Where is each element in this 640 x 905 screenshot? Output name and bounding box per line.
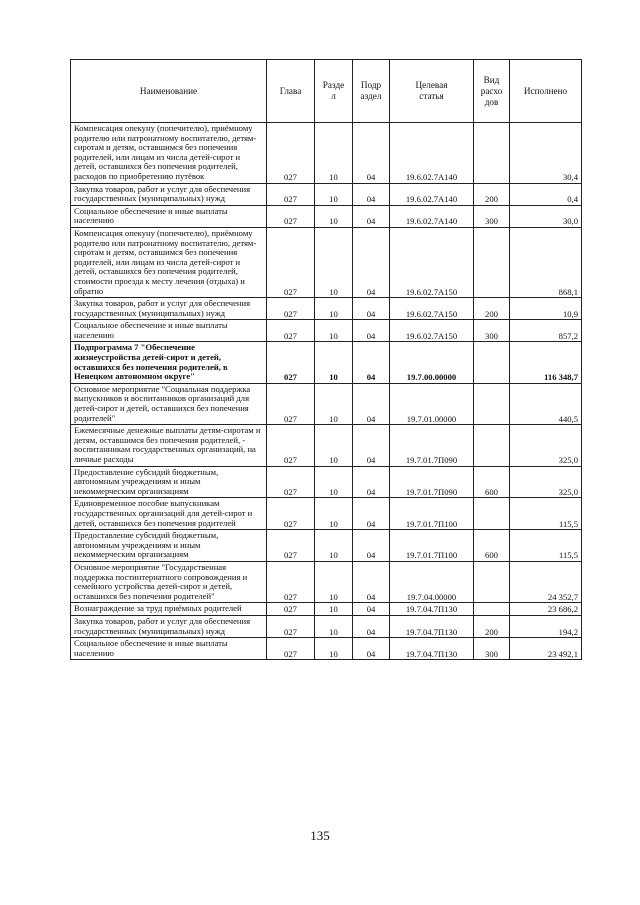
cell-name: Подпрограмма 7 "Обеспечение жизнеустройства детей-сирот и детей, оставшихся без попечения родителей, в Ненецком автономном округе" xyxy=(71,342,267,383)
cell-executed: 325,0 xyxy=(510,425,582,466)
cell-razdel: 10 xyxy=(315,183,353,205)
cell-vid: 600 xyxy=(474,466,510,498)
cell-razdel: 10 xyxy=(315,466,353,498)
cell-target: 19.6.02.7А140 xyxy=(390,205,474,227)
table-header-row xyxy=(71,60,582,123)
table-body xyxy=(71,123,582,660)
cell-name: Основное мероприятие "Социальная поддержка выпускников и воспитанников организаций для детей-сирот и детей, оставшихся без попечения родителей" xyxy=(71,383,267,424)
header-target xyxy=(390,60,474,123)
cell-vid: 200 xyxy=(474,615,510,637)
cell-name: Основное мероприятие "Государственная поддержка постинтернатного сопровождения и семейного устройства детей-сирот и детей, оставшихся без попечения родителей" xyxy=(71,561,267,602)
cell-target: 19.7.01.00000 xyxy=(390,383,474,424)
cell-podrazdel: 04 xyxy=(353,320,390,342)
table-row xyxy=(71,530,582,562)
cell-glava: 027 xyxy=(267,638,315,660)
cell-target: 19.7.01.7П100 xyxy=(390,498,474,530)
header-vid-line2: расхо xyxy=(480,85,503,96)
cell-razdel: 10 xyxy=(315,561,353,602)
cell-name: Социальное обеспечение и иные выплаты населению xyxy=(71,638,267,660)
cell-glava: 027 xyxy=(267,603,315,616)
header-vid xyxy=(474,60,510,123)
cell-glava: 027 xyxy=(267,530,315,562)
header-vid-line3: дов xyxy=(484,96,499,107)
cell-podrazdel: 04 xyxy=(353,615,390,637)
cell-podrazdel: 04 xyxy=(353,466,390,498)
cell-executed: 868,1 xyxy=(510,227,582,297)
cell-vid: 200 xyxy=(474,298,510,320)
table-row xyxy=(71,205,582,227)
cell-razdel: 10 xyxy=(315,298,353,320)
cell-glava: 027 xyxy=(267,183,315,205)
cell-glava: 027 xyxy=(267,498,315,530)
cell-razdel: 10 xyxy=(315,342,353,383)
cell-glava: 027 xyxy=(267,205,315,227)
table-row xyxy=(71,183,582,205)
cell-glava: 027 xyxy=(267,615,315,637)
header-target-line1: Целевая xyxy=(415,80,448,90)
cell-name: Предоставление субсидий бюджетным, автономным учреждениям и иным некоммерческим организациям xyxy=(71,466,267,498)
cell-target: 19.7.04.7П130 xyxy=(390,603,474,616)
cell-target: 19.7.04.7П130 xyxy=(390,615,474,637)
cell-target: 19.7.01.7П090 xyxy=(390,466,474,498)
table-row xyxy=(71,425,582,466)
cell-razdel: 10 xyxy=(315,425,353,466)
cell-executed: 30,4 xyxy=(510,123,582,184)
cell-podrazdel: 04 xyxy=(353,227,390,297)
cell-name: Компенсация опекуну (попечителю), приёмному родителю или патронатному воспитателю, детям-сиротам и детям, оставшимся без попечения родителей, или лицам из числа детей-сирот и детей, оставшихся без попечения родителей, расходов по приобретению путёвок xyxy=(71,123,267,184)
cell-podrazdel: 04 xyxy=(353,123,390,184)
cell-name: Закупка товаров, работ и услуг для обеспечения государственных (муниципальных) нужд xyxy=(71,183,267,205)
cell-target: 19.7.00.00000 xyxy=(390,342,474,383)
cell-podrazdel: 04 xyxy=(353,183,390,205)
cell-name: Компенсация опекуну (попечителю), приёмному родителю или патронатному воспитателю, детям-сиротам и детям, оставшимся без попечения родителей, или лицам из числа детей-сирот и детей, оставшихся без попечения родителей, стоимости проезда к месту лечения (отдыха) и обратно xyxy=(71,227,267,297)
cell-target: 19.7.04.7П130 xyxy=(390,638,474,660)
cell-podrazdel: 04 xyxy=(353,342,390,383)
table-row xyxy=(71,615,582,637)
cell-target: 19.7.01.7П100 xyxy=(390,530,474,562)
cell-executed: 0,4 xyxy=(510,183,582,205)
page-number: 135 xyxy=(310,828,330,843)
cell-name: Единовременное пособие выпускникам государственных организаций для детей-сирот и детей, оставшихся без попечения родителей xyxy=(71,498,267,530)
cell-razdel: 10 xyxy=(315,530,353,562)
cell-vid xyxy=(474,561,510,602)
cell-executed: 440,5 xyxy=(510,383,582,424)
cell-glava: 027 xyxy=(267,561,315,602)
cell-executed: 116 348,7 xyxy=(510,342,582,383)
cell-executed: 115,5 xyxy=(510,530,582,562)
cell-name: Закупка товаров, работ и услуг для обеспечения государственных (муниципальных) нужд xyxy=(71,298,267,320)
cell-podrazdel: 04 xyxy=(353,205,390,227)
cell-razdel: 10 xyxy=(315,615,353,637)
cell-target: 19.6.02.7А140 xyxy=(390,183,474,205)
header-executed: Исполнено xyxy=(510,60,582,123)
cell-razdel: 10 xyxy=(315,123,353,184)
header-podrazdel xyxy=(353,60,390,123)
cell-executed: 23 686,2 xyxy=(510,603,582,616)
cell-razdel: 10 xyxy=(315,603,353,616)
cell-vid xyxy=(474,123,510,184)
cell-podrazdel: 04 xyxy=(353,561,390,602)
cell-vid: 300 xyxy=(474,205,510,227)
table-row xyxy=(71,383,582,424)
cell-executed: 10,9 xyxy=(510,298,582,320)
cell-name: Ежемесячные денежные выплаты детям-сиротам и детям, оставшимся без попечения родителей, - воспитанникам государственных организаций, на личные расходы xyxy=(71,425,267,466)
table-row xyxy=(71,638,582,660)
header-target-line2: статья xyxy=(419,91,444,101)
cell-podrazdel: 04 xyxy=(353,298,390,320)
cell-podrazdel: 04 xyxy=(353,498,390,530)
cell-name: Предоставление субсидий бюджетным, автономным учреждениям и иным некоммерческим организациям xyxy=(71,530,267,562)
table-row xyxy=(71,466,582,498)
cell-razdel: 10 xyxy=(315,205,353,227)
cell-vid xyxy=(474,342,510,383)
table-row xyxy=(71,603,582,616)
cell-vid xyxy=(474,227,510,297)
cell-glava: 027 xyxy=(267,383,315,424)
header-podrazdel-line2: аздел xyxy=(360,91,382,101)
cell-podrazdel: 04 xyxy=(353,638,390,660)
cell-target: 19.6.02.7А150 xyxy=(390,320,474,342)
cell-glava: 027 xyxy=(267,227,315,297)
header-podrazdel-line1: Подр xyxy=(360,80,382,90)
header-vid-line1: Вид xyxy=(483,74,500,85)
table-row xyxy=(71,227,582,297)
table-row xyxy=(71,498,582,530)
cell-executed: 24 352,7 xyxy=(510,561,582,602)
cell-vid xyxy=(474,603,510,616)
cell-name: Социальное обеспечение и иные выплаты населению xyxy=(71,320,267,342)
cell-podrazdel: 04 xyxy=(353,603,390,616)
cell-target: 19.6.02.7А150 xyxy=(390,227,474,297)
table-row xyxy=(71,561,582,602)
cell-executed: 194,2 xyxy=(510,615,582,637)
cell-name: Социальное обеспечение и иные выплаты населению xyxy=(71,205,267,227)
cell-vid: 200 xyxy=(474,183,510,205)
cell-target: 19.7.04.00000 xyxy=(390,561,474,602)
cell-target: 19.6.02.7А140 xyxy=(390,123,474,184)
cell-vid: 300 xyxy=(474,320,510,342)
cell-vid xyxy=(474,425,510,466)
cell-glava: 027 xyxy=(267,320,315,342)
cell-razdel: 10 xyxy=(315,638,353,660)
cell-glava: 027 xyxy=(267,123,315,184)
budget-table xyxy=(70,59,582,660)
cell-executed: 23 492,1 xyxy=(510,638,582,660)
cell-razdel: 10 xyxy=(315,227,353,297)
cell-razdel: 10 xyxy=(315,498,353,530)
cell-podrazdel: 04 xyxy=(353,530,390,562)
cell-vid xyxy=(474,498,510,530)
table-row xyxy=(71,298,582,320)
header-name: Наименование xyxy=(71,60,267,123)
cell-target: 19.7.01.7П090 xyxy=(390,425,474,466)
cell-vid xyxy=(474,383,510,424)
cell-target: 19.6.02.7А150 xyxy=(390,298,474,320)
cell-name: Закупка товаров, работ и услуг для обеспечения государственных (муниципальных) нужд xyxy=(71,615,267,637)
cell-podrazdel: 04 xyxy=(353,425,390,466)
cell-vid: 600 xyxy=(474,530,510,562)
header-razdel-line2: л xyxy=(331,91,336,101)
table-row xyxy=(71,123,582,184)
cell-executed: 30,0 xyxy=(510,205,582,227)
cell-podrazdel: 04 xyxy=(353,383,390,424)
cell-glava: 027 xyxy=(267,298,315,320)
cell-glava: 027 xyxy=(267,425,315,466)
header-razdel-line1: Разде xyxy=(322,80,345,90)
header-glava: Глава xyxy=(267,60,315,123)
cell-glava: 027 xyxy=(267,466,315,498)
cell-executed: 115,5 xyxy=(510,498,582,530)
cell-razdel: 10 xyxy=(315,320,353,342)
table-row xyxy=(71,342,582,383)
cell-glava: 027 xyxy=(267,342,315,383)
cell-vid: 300 xyxy=(474,638,510,660)
cell-name: Вознаграждение за труд приёмных родителей xyxy=(71,603,267,616)
cell-executed: 325,0 xyxy=(510,466,582,498)
cell-razdel: 10 xyxy=(315,383,353,424)
header-razdel xyxy=(315,60,353,123)
cell-executed: 857,2 xyxy=(510,320,582,342)
table-row xyxy=(71,320,582,342)
